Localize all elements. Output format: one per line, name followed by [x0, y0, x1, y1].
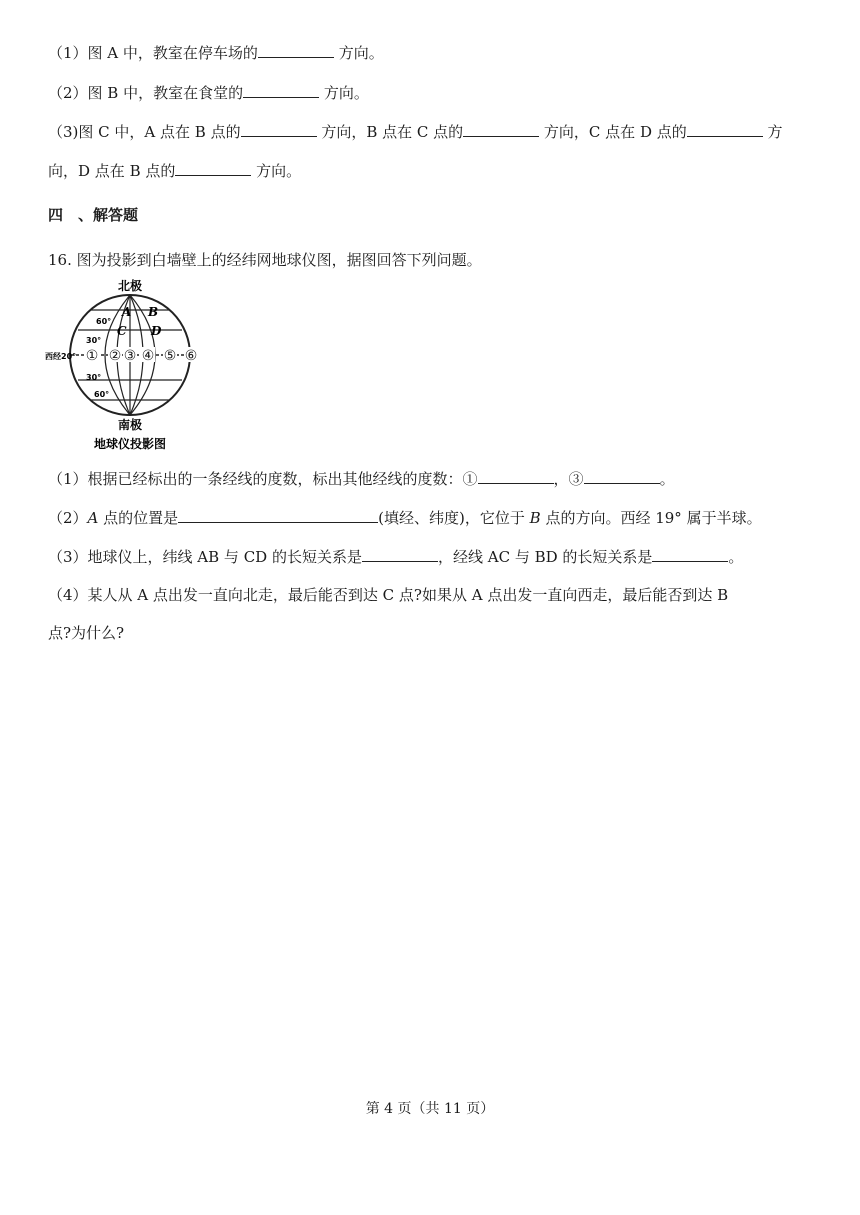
answer-blank[interactable] [241, 122, 317, 137]
answer-blank[interactable] [478, 469, 554, 484]
lat-label: 60° [94, 390, 110, 399]
meridian-2-label: ② [108, 348, 122, 364]
q16-stem: 16. 图为投影到白墙壁上的经纬网地球仪图，据图回答下列问题。 [48, 251, 482, 269]
meridian-1-label: ① [85, 348, 99, 364]
lat-label: 30° [86, 373, 102, 382]
south-pole-label: 南极 [117, 418, 143, 432]
meridian-6-label: ⑥ [184, 348, 198, 364]
point-b-label: B [148, 305, 159, 319]
section-heading: 四 、解答题 [48, 206, 139, 224]
answer-blank[interactable] [652, 547, 728, 562]
q16-part4-line1: （4）某人从 A 点出发一直向北走，最后能否到达 C 点?如果从 A 点出发一直向西走，最后能否到达 B [48, 586, 729, 604]
q15-part2: （2）图 B 中，教室在食堂的 方向。 [48, 84, 369, 102]
point-d-label: D [151, 324, 162, 338]
lat-label: 30° [86, 336, 102, 345]
q15-part3-line2: 向，D 点在 B 点的 方向。 [48, 162, 302, 180]
answer-blank[interactable] [243, 83, 319, 98]
meridian-3-label: ③ [123, 348, 137, 364]
point-c-label: C [117, 324, 127, 338]
point-a-label: A [122, 305, 132, 319]
q16-part3: （3）地球仪上，纬线 AB 与 CD 的长短关系是 ，经线 AC 与 BD 的长短关系是 。 [48, 548, 744, 566]
meridian-4-label: ④ [141, 348, 155, 364]
answer-blank[interactable] [258, 43, 334, 58]
answer-blank[interactable] [463, 122, 539, 137]
north-pole-label: 北极 [117, 279, 143, 293]
answer-blank[interactable] [687, 122, 763, 137]
lat-label: 60° [96, 317, 112, 326]
answer-blank[interactable] [584, 469, 660, 484]
q15-part3-line1: （3)图 C 中，A 点在 B 点的 方向，B 点在 C 点的 方向，C 点在 D 点的 方 [48, 123, 783, 141]
answer-blank[interactable] [362, 547, 438, 562]
lon-label: 西经20° [45, 352, 77, 361]
q16-part1: （1）根据已经标出的一条经线的度数，标出其他经线的度数：① ，③ 。 [48, 470, 675, 488]
q16-part4-line2: 点?为什么? [48, 624, 125, 642]
q15-part1: （1）图 A 中，教室在停车场的 方向。 [48, 44, 384, 62]
answer-blank[interactable] [178, 508, 378, 523]
answer-blank[interactable] [175, 161, 251, 176]
meridian-5-label: ⑤ [163, 348, 177, 364]
q16-part2: （2）A 点的位置是 (填经、纬度)，它位于 B 点的方向。西经 19° 属于半球。 [48, 509, 762, 527]
globe-projection-figure [40, 276, 220, 456]
figure-caption: 地球仪投影图 [93, 437, 167, 451]
page-footer: 第 4 页（共 11 页） [365, 1101, 495, 1117]
